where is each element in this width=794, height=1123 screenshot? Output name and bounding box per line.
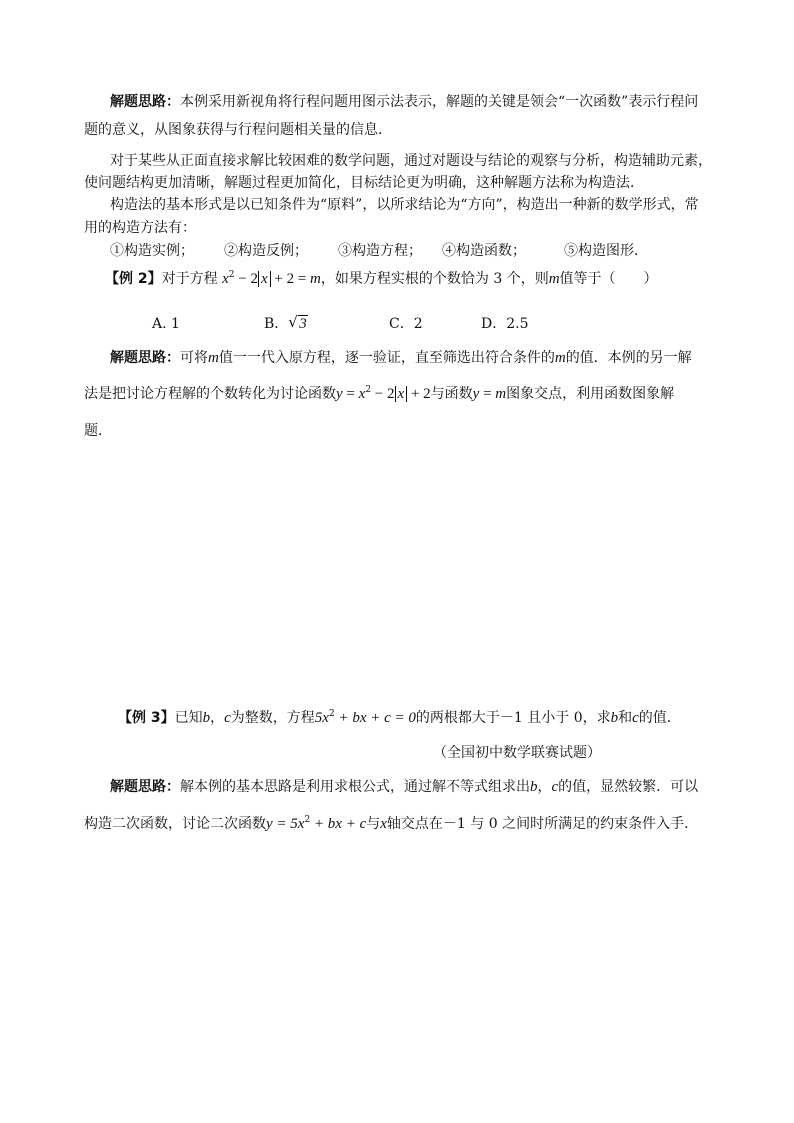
text: 的值，显然较繁．可以 bbox=[558, 779, 699, 795]
math: m bbox=[548, 271, 560, 287]
text: 的值． bbox=[638, 710, 681, 726]
math: 2 bbox=[304, 815, 311, 825]
example-2-question bbox=[105, 270, 658, 288]
math: − 2 bbox=[371, 386, 395, 402]
solution-idea-1-line-1 bbox=[110, 93, 698, 111]
math: x bbox=[222, 271, 229, 287]
math: c bbox=[224, 710, 231, 726]
math: = bbox=[479, 386, 496, 402]
math: b bbox=[530, 779, 538, 795]
option-d bbox=[481, 315, 529, 333]
text: 对于某些从正面直接求解比较困难的数学问题，通过对题设与结论的观察与分析，构造辅助元素， bbox=[110, 153, 712, 169]
math: 2 bbox=[228, 270, 235, 280]
construction-forms-line-2 bbox=[84, 219, 196, 237]
text: 轴交点在－1 与 0 之间时所满足的约束条件入手． bbox=[386, 816, 699, 832]
solution-label: 解题思路： bbox=[110, 779, 180, 795]
text: 的值．本例的另一解 bbox=[565, 350, 692, 366]
text: 与 bbox=[366, 816, 381, 832]
math: = bbox=[342, 386, 359, 402]
text: 使问题结构更加清晰，解题过程更加简化，目标结论更为明确，这种解题方法称为构造法． bbox=[84, 175, 644, 191]
math: 2 bbox=[328, 709, 335, 719]
math-abs: x bbox=[258, 271, 271, 287]
example-3-question bbox=[118, 709, 681, 727]
text: 构造二次函数，讨论二次函数 bbox=[84, 816, 266, 832]
math: b bbox=[202, 710, 211, 726]
text: 题的意义，从图象获得与行程问题相关量的信息． bbox=[84, 122, 392, 138]
option-c bbox=[389, 315, 423, 333]
math: 3 bbox=[299, 316, 307, 332]
solution-idea-1-line-2 bbox=[84, 121, 392, 139]
math: + bx + c bbox=[310, 816, 367, 832]
solution-2-line-3 bbox=[84, 422, 112, 440]
text: （全国初中数学联赛试题） bbox=[433, 745, 601, 761]
math-abs: x bbox=[395, 386, 408, 402]
math: + 2 = bbox=[270, 271, 311, 287]
solution-label: 解题思路： bbox=[110, 94, 180, 110]
method-item: ⑤构造图形． bbox=[564, 243, 648, 259]
text: 解本例的基本思路是利用求根公式，通过解不等式组求出 bbox=[180, 779, 530, 795]
text: 用的构造方法有： bbox=[84, 220, 196, 236]
solution-2-line-2 bbox=[84, 385, 674, 403]
text: 本例采用新视角将行程问题用图示法表示，解题的关键是领会“一次函数”表示行程问 bbox=[180, 94, 699, 110]
text: 可将 bbox=[180, 350, 208, 366]
text: 值一一代入原方程，逐一验证，直至筛选出符合条件的 bbox=[218, 350, 555, 366]
solution-3-line-2 bbox=[84, 815, 698, 833]
text: A. 1 bbox=[152, 316, 180, 332]
math: y bbox=[336, 386, 343, 402]
math: m bbox=[554, 350, 566, 366]
example-3-source bbox=[433, 744, 601, 762]
sqrt-symbol: √ 3 bbox=[288, 313, 307, 332]
method-item: ②构造反例； bbox=[224, 243, 308, 259]
text: C．2 bbox=[389, 316, 423, 332]
text: ，如果方程实根的个数恰为 3 个，则 bbox=[320, 271, 549, 287]
math: c bbox=[632, 710, 639, 726]
text: 构造法的基本形式是以已知条件为“原料”，以所求结论为“方向”，构造出一种新的数学形式，常 bbox=[110, 197, 699, 213]
math: 2 bbox=[365, 385, 372, 395]
math: m bbox=[495, 386, 507, 402]
text: 的两根都大于－1 且小于 0，求 bbox=[415, 710, 611, 726]
math: y = 5x bbox=[266, 816, 305, 832]
math: 5x bbox=[314, 710, 329, 726]
text: 为整数，方程 bbox=[230, 710, 315, 726]
text: D．2.5 bbox=[481, 316, 529, 332]
math: b bbox=[610, 710, 619, 726]
math: − 2 bbox=[234, 271, 258, 287]
solution-3-line-1 bbox=[110, 778, 698, 796]
text: 与函数 bbox=[430, 386, 473, 402]
method-item: ③构造方程； bbox=[338, 243, 422, 259]
text: 值等于（ ） bbox=[559, 271, 658, 287]
text: 图象交点，利用函数图象解 bbox=[506, 386, 675, 402]
construction-para-line-2 bbox=[84, 174, 644, 192]
text: 题． bbox=[84, 423, 112, 439]
solution-label: 解题思路： bbox=[110, 350, 180, 366]
math: c bbox=[551, 779, 559, 795]
text: ， bbox=[537, 779, 552, 795]
method-item: ④构造函数； bbox=[442, 243, 526, 259]
text: 对于方程 bbox=[161, 271, 218, 287]
math: x bbox=[358, 386, 366, 402]
method-item: ①构造实例； bbox=[110, 243, 194, 259]
construction-para-line-1 bbox=[110, 152, 712, 170]
text: 已知 bbox=[174, 710, 203, 726]
text: 和 bbox=[618, 710, 633, 726]
option-b bbox=[264, 315, 308, 333]
math: + 2 bbox=[407, 386, 431, 402]
construction-methods-list bbox=[110, 242, 648, 260]
solution-2-line-1 bbox=[110, 349, 692, 367]
math: x bbox=[380, 816, 387, 832]
example-label: 【例 2】 bbox=[105, 271, 162, 287]
text: 法是把讨论方程解的个数转化为讨论函数 bbox=[84, 386, 336, 402]
example-label: 【例 3】 bbox=[118, 710, 175, 726]
math: y bbox=[472, 386, 480, 402]
text: ， bbox=[210, 710, 225, 726]
construction-forms-line-1 bbox=[110, 196, 699, 214]
math: + bx + c = 0 bbox=[334, 710, 416, 726]
math: m bbox=[208, 350, 219, 366]
text: B． bbox=[264, 316, 289, 332]
math: m bbox=[310, 271, 321, 287]
option-a bbox=[152, 315, 180, 333]
